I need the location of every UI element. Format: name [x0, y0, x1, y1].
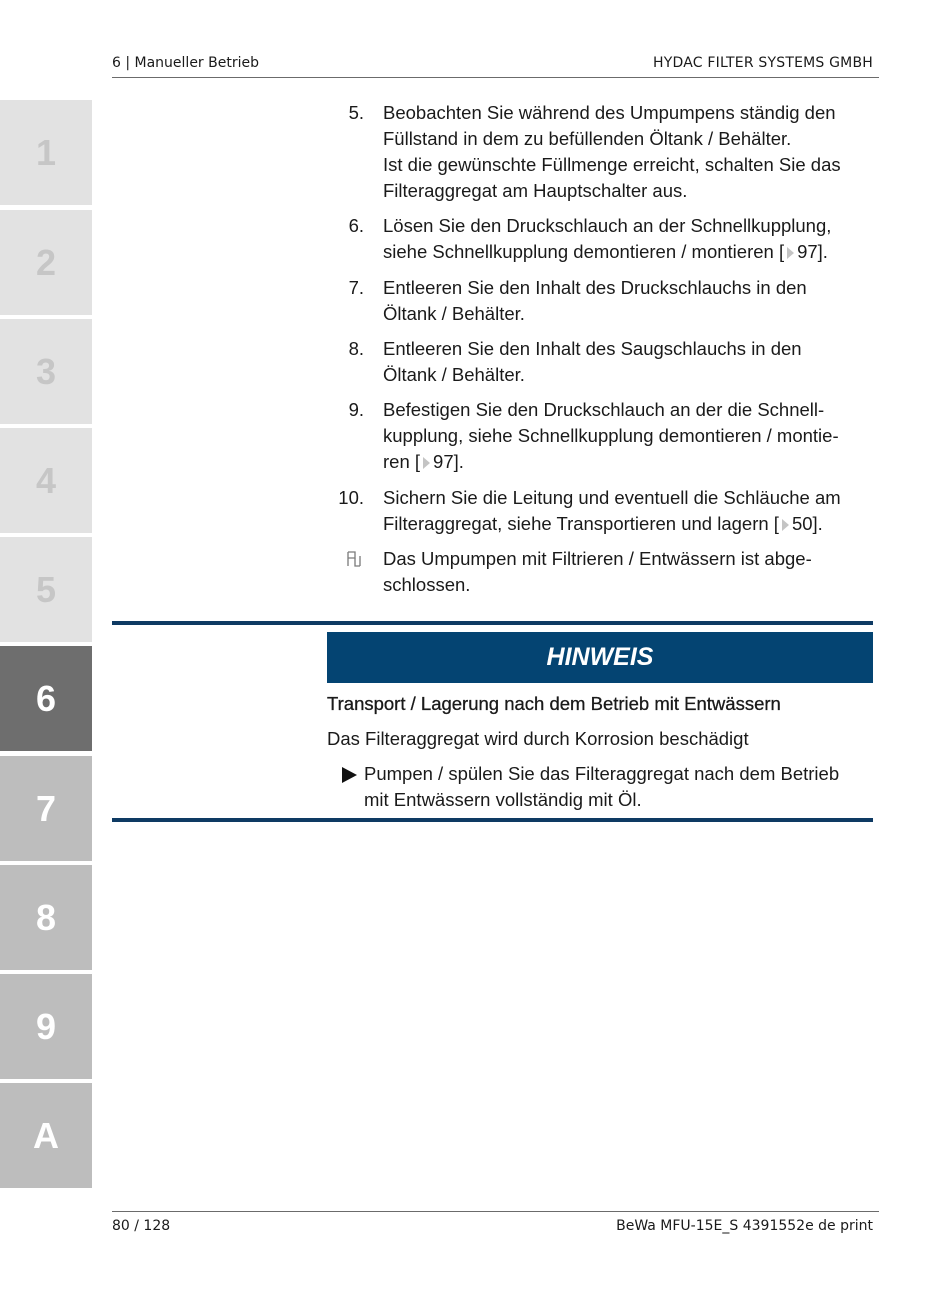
notice-top-rule: [112, 621, 873, 625]
step-line: Beobachten Sie während des Umpumpens ständig den: [383, 102, 836, 123]
chapter-tab-2[interactable]: 2: [0, 210, 92, 315]
page-ref-number[interactable]: 97: [797, 241, 818, 262]
result-checkmark-icon: [346, 550, 364, 568]
page-footer: [112, 1211, 879, 1241]
document-id: BeWa MFU-15E_S 4391552e de print: [616, 1218, 873, 1234]
page-number: 80 / 128: [112, 1218, 171, 1234]
page-ref-number[interactable]: 50: [791, 513, 813, 534]
chapter-tab-5[interactable]: 5: [0, 537, 92, 642]
step-text: [383, 275, 875, 327]
header-company-name: HYDAC FILTER SYSTEMS GMBH: [653, 55, 873, 71]
chapter-tab-1[interactable]: 1: [0, 100, 92, 205]
step-line: Öltank / Behälter.: [383, 303, 525, 324]
page-header: [112, 52, 879, 78]
step-line: Entleeren Sie den Inhalt des Saugschlauchs in den: [383, 338, 802, 359]
step-number: 10.: [338, 487, 364, 508]
header-section-title: 6 | Manueller Betrieb: [112, 55, 259, 71]
step-number: 6.: [348, 215, 364, 236]
step-line: [383, 511, 875, 537]
step-text: [383, 100, 875, 204]
step-text: [383, 485, 875, 537]
result-line: Das Umpumpen mit Filtrieren / Entwässern ist abge-: [383, 548, 812, 569]
step-line: Befestigen Sie den Druckschlauch an der die Schnell-: [383, 399, 825, 420]
notice-heading: Transport / Lagerung nach dem Betrieb mit Entwässern: [327, 693, 781, 714]
chapter-tab-6-active[interactable]: 6: [0, 646, 92, 751]
notice-bottom-rule: [112, 818, 873, 822]
cross-reference-link-text[interactable]: Filteraggregat, siehe Transportieren und lagern [: [383, 513, 779, 534]
step-line-end: ].: [812, 513, 823, 534]
step-number: 9.: [348, 399, 364, 420]
chapter-tab-8[interactable]: 8: [0, 865, 92, 970]
page-ref-arrow-icon: [782, 519, 789, 531]
step-line: [383, 239, 875, 265]
chapter-tab-4[interactable]: 4: [0, 428, 92, 533]
notice-action-line: mit Entwässern vollständig mit Öl.: [364, 789, 642, 810]
notice-signal-word: HINWEIS: [546, 643, 654, 671]
step-text: [383, 336, 875, 388]
step-line-end: ].: [453, 451, 464, 472]
chapter-tab-3[interactable]: 3: [0, 319, 92, 424]
page-ref-number[interactable]: 97: [433, 451, 454, 472]
step-number: 7.: [348, 277, 364, 298]
page-ref-arrow-icon: [423, 457, 430, 469]
cross-reference-link-text[interactable]: siehe Schnellkupplung demontieren / montieren [: [383, 241, 785, 262]
chapter-tab-7[interactable]: 7: [0, 756, 92, 861]
step-line: Füllstand in dem zu befüllenden Öltank / Behälter.: [383, 128, 792, 149]
cross-reference-link-text[interactable]: ren [: [383, 451, 421, 472]
result-text: [383, 546, 875, 598]
notice-signal-banner: [327, 632, 873, 683]
page-ref-arrow-icon: [787, 247, 794, 259]
step-number: 8.: [348, 338, 364, 359]
step-line: Öltank / Behälter.: [383, 364, 525, 385]
notice-cause: Das Filteraggregat wird durch Korrosion beschädigt: [327, 728, 749, 749]
step-line-end: ].: [817, 241, 828, 262]
step-line: Entleeren Sie den Inhalt des Druckschlauchs in den: [383, 277, 807, 298]
notice-action-text: [364, 761, 873, 813]
step-text: [383, 213, 875, 265]
step-line: Filteraggregat am Hauptschalter aus.: [383, 180, 688, 201]
action-triangle-icon: [342, 767, 357, 783]
step-line: Lösen Sie den Druckschlauch an der Schnellkupplung,: [383, 215, 832, 236]
step-number: 5.: [348, 102, 364, 123]
cross-reference-link-text[interactable]: kupplung, siehe Schnellkupplung demontieren / montie-: [383, 425, 839, 446]
step-line: [383, 449, 875, 475]
step-line: Sichern Sie die Leitung und eventuell die Schläuche am: [383, 487, 841, 508]
chapter-tab-appendix[interactable]: A: [0, 1083, 92, 1188]
step-text: [383, 397, 875, 475]
notice-action-line: Pumpen / spülen Sie das Filteraggregat nach dem Betrieb: [364, 763, 840, 784]
step-line: Ist die gewünschte Füllmenge erreicht, schalten Sie das: [383, 154, 841, 175]
chapter-tab-9[interactable]: 9: [0, 974, 92, 1079]
result-line: schlossen.: [383, 574, 471, 595]
